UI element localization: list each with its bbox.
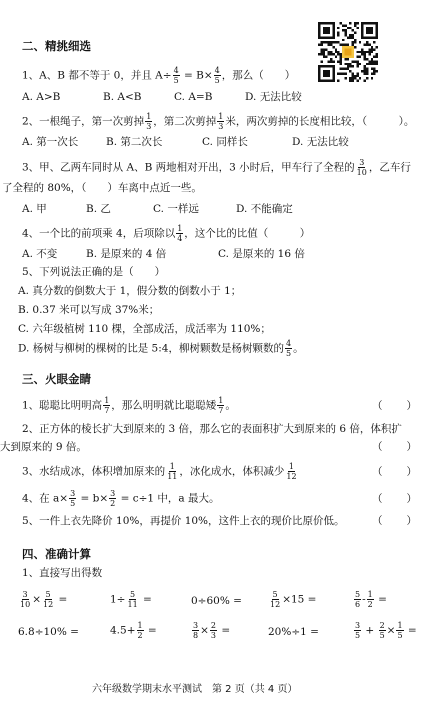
page-footer: 六年级数学期末水平测试 第 2 页（共 4 页）	[92, 684, 298, 695]
question-3-4	[22, 489, 220, 508]
q-text: ，那么（ ）	[221, 69, 296, 82]
option-b: B. 0.37 米可以写成 37%米；	[18, 304, 160, 316]
fraction: $\frac{3}{8}$	[193, 621, 199, 640]
fraction: $\frac{3}{2}$	[110, 489, 116, 508]
option-a: A. 真分数的倒数大于 1，假分数的倒数小于 1；	[18, 285, 242, 297]
equals: =	[139, 593, 152, 606]
calc-expression	[353, 621, 417, 640]
q-text: 。	[293, 342, 304, 355]
question-2-1	[22, 66, 295, 85]
fraction: $\frac{1}{3}$	[146, 112, 152, 131]
fraction: $\frac{4}{5}$	[214, 66, 220, 85]
option-d	[18, 339, 304, 358]
calc-expression	[18, 590, 67, 609]
fraction: $\frac{3}{10}$	[20, 590, 31, 609]
calc-expression	[268, 590, 316, 609]
fraction: $\frac{5}{6}$	[355, 590, 361, 609]
answer-paren: （ ）	[372, 515, 418, 527]
fraction: $\frac{3}{5}$	[355, 621, 361, 640]
qr-code	[318, 22, 378, 82]
question-3-5: 5、一件上衣先降价 10%，再提价 10%，这件上衣的现价比原价低。	[22, 515, 345, 527]
operator: +	[362, 624, 378, 637]
q-text: ，乙车行	[368, 161, 411, 174]
option-d: D. 不能确定	[236, 203, 293, 215]
fraction: $\frac{1}{12}$	[286, 462, 297, 481]
option-b: B. A<B	[103, 91, 142, 103]
calc-expression: 20%÷1 =	[268, 626, 319, 638]
q-text: 1、A、B 都不等于 0，并且 A÷	[22, 69, 172, 82]
question-2-4	[22, 224, 310, 243]
fraction: $\frac{1}{4}$	[177, 224, 183, 243]
section4-subtitle: 1、直接写出得数	[22, 567, 103, 579]
option-c: C. 一样远	[153, 203, 199, 215]
q-text: 2、一根绳子，第一次剪掉	[22, 115, 145, 128]
q-text: 4.5+	[110, 624, 136, 637]
fraction: $\frac{1}{2}$	[367, 590, 373, 609]
fraction: $\frac{4}{5}$	[173, 66, 179, 85]
q-text: 3、甲、乙两车同时从 A、B 两地相对开出，3 小时后，甲车行了全程的	[22, 161, 355, 174]
q-text: ，第二次剪掉	[153, 115, 217, 128]
option-c: C. 同样长	[202, 136, 248, 148]
equals: =	[404, 624, 417, 637]
q-text: 4、在 a×	[22, 492, 69, 505]
q-text: 3、水结成冰，体积增加原来的	[22, 465, 166, 478]
option-b: B. 第二次长	[106, 136, 163, 148]
question-2-5-stem: 5、下列说法正确的是（ ）	[22, 266, 166, 278]
calc-expression	[191, 621, 230, 640]
fraction: $\frac{1}{5}$	[397, 621, 403, 640]
option-b: B. 是原来的 4 倍	[86, 248, 167, 260]
calc-expression	[353, 590, 387, 609]
equals: =	[374, 593, 387, 606]
answer-paren: （ ）	[372, 441, 418, 453]
q-text: = c÷1 中，a 最大。	[117, 492, 220, 505]
fraction: $\frac{1}{7}$	[104, 396, 110, 415]
calc-expression: 6.8÷10% =	[18, 626, 79, 638]
question-2-2	[22, 112, 414, 131]
equals: =	[55, 593, 68, 606]
q-text: 。	[225, 399, 236, 412]
operator: ×	[200, 624, 209, 637]
fraction: $\frac{2}{5}$	[379, 621, 385, 640]
q-text: = b×	[77, 492, 109, 505]
fraction: $\frac{4}{5}$	[285, 339, 292, 358]
option-a: A. 第一次长	[22, 136, 79, 148]
operator: ×	[386, 624, 396, 637]
fraction: $\frac{3}{10}$	[356, 158, 367, 177]
question-3-2-line2: 大到原来的 9 倍。	[0, 441, 87, 453]
q-text: ×15 =	[282, 593, 317, 606]
answer-paren: （ ）	[372, 400, 418, 412]
answer-paren: （ ）	[372, 466, 418, 478]
answer-paren: （ ）	[372, 493, 418, 505]
question-2-3-line2: 了全程的 80%，（ ）车离中点近一些。	[2, 182, 202, 194]
fraction: $\frac{1}{7}$	[218, 396, 224, 415]
fraction: $\frac{2}{3}$	[210, 621, 216, 640]
fraction: $\frac{1}{2}$	[137, 621, 143, 640]
section3-title: 三、火眼金睛	[22, 372, 91, 386]
section2-title: 二、精挑细选	[22, 39, 91, 53]
operator: -	[362, 593, 366, 606]
q-text: 4、一个比的前项乘 4，后项除以	[22, 227, 176, 240]
fraction: $\frac{5}{12}$	[270, 590, 281, 609]
q-text: 1÷	[110, 593, 126, 606]
option-a: A. 不变	[22, 248, 58, 260]
q-text: ，那么明明就比聪聪矮	[111, 399, 217, 412]
q-text: ，冰化成水，体积减少	[179, 465, 285, 478]
fraction: $\frac{1}{11}$	[167, 462, 178, 481]
equals: =	[144, 624, 157, 637]
q-text: D. 杨树与柳树的棵树的比是 5:4，柳树颗数是杨树颗数的	[18, 342, 284, 355]
operator: ×	[32, 593, 41, 606]
fraction: $\frac{5}{11}$	[127, 590, 138, 609]
calc-expression: 0÷60% =	[191, 595, 242, 607]
option-a: A. A>B	[22, 91, 61, 103]
section4-title: 四、准确计算	[22, 547, 91, 561]
option-c: C. A=B	[174, 91, 213, 103]
option-d: D. 无法比较	[245, 91, 302, 103]
fraction: $\frac{1}{3}$	[218, 112, 224, 131]
question-2-3-line1	[22, 158, 411, 177]
q-text: 米，两次剪掉的长度相比较，（ ）。	[225, 115, 415, 128]
question-3-3	[22, 462, 299, 481]
q-text: 1、聪聪比明明高	[22, 399, 103, 412]
option-a: A. 甲	[22, 203, 47, 215]
fraction: $\frac{3}{5}$	[70, 489, 76, 508]
q-text: = B×	[180, 69, 213, 82]
option-c: C. 六年级植树 110 棵，全部成活，成活率为 110%；	[18, 323, 271, 335]
option-d: D. 无法比较	[292, 136, 349, 148]
calc-expression	[110, 590, 152, 609]
option-b: B. 乙	[86, 203, 111, 215]
equals: =	[218, 624, 231, 637]
q-text: ，这个比的比值（ ）	[184, 227, 311, 240]
question-3-1	[22, 396, 236, 415]
calc-expression	[110, 621, 157, 640]
option-c: C. 是原来的 16 倍	[218, 248, 305, 260]
question-3-2-line1: 2、正方体的棱长扩大到原来的 3 倍，那么它的表面积扩大到原来的 6 倍，体积扩	[22, 423, 402, 435]
fraction: $\frac{5}{12}$	[43, 590, 54, 609]
